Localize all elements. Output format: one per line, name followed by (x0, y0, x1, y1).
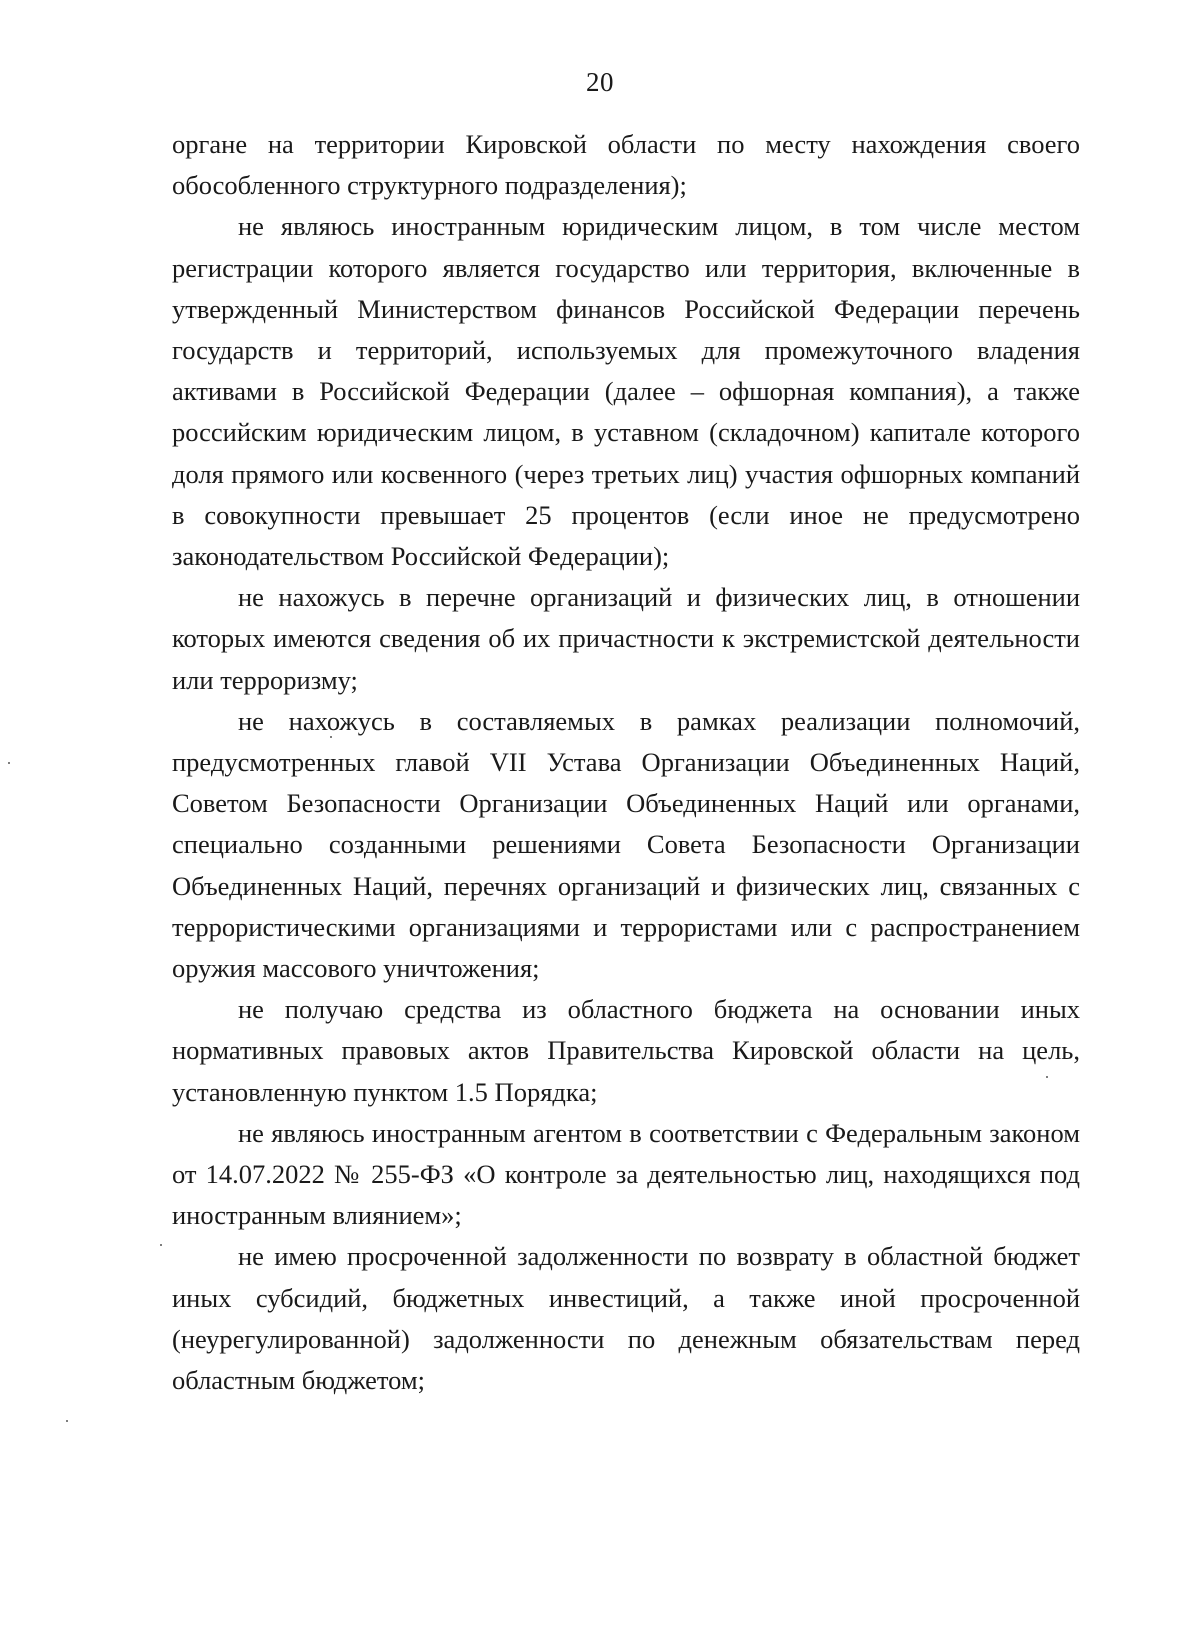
scan-speck (330, 736, 332, 738)
scan-speck (1046, 1076, 1048, 1078)
paragraph-foreign-agent: не являюсь иностранным агентом в соответствии с Федеральным законом от 14.07.2022 № 255-ФЗ «О контроле за деятельностью лиц, находящихся под иностранным влиянием»; (172, 1117, 1080, 1231)
paragraph-continuation: органе на территории Кировской области по месту нахождения своего обособленного структурного подразделения); (172, 129, 1080, 201)
paragraph-extremism-list: не нахожусь в перечне организаций и физических лиц, в отношении которых имеются сведения об их причастности к экстремистской деятельности или терроризму; (172, 582, 1080, 695)
paragraph-other-budget-funds: не получаю средства из областного бюджета на основании иных нормативных правовых актов Правительства Кировской области на цель, установленную пунктом 1.5 Порядка; (172, 994, 1080, 1107)
page-number: 20 (586, 67, 614, 97)
paragraph-offshore-company: не являюсь иностранным юридическим лицом, в том числе местом регистрации которого является государство или территория, включенные в утвержденный Министерством финансов Российской Федерации перечень государств и территорий, используемых для промежуточного владения активами в Российской Федерации (далее – офшорная компания), а также российским юридическим лицом, в уставном (складочном) капитале которого доля прямого или косвенного (через третьих лиц) участия офшорных компаний в совокупности превышает 25 процентов (если иное не предусмотрено законодательством Российской Федерации); (172, 211, 1080, 572)
scan-speck (8, 762, 10, 764)
scan-speck (66, 1420, 68, 1422)
document-body (172, 124, 1080, 1401)
paragraph-overdue-debt: не имею просроченной задолженности по возврату в областной бюджет иных субсидий, бюджетных инвестиций, а также иной просроченной (неурегулированной) задолженности по денежным обязательствам перед областным бюджетом; (172, 1241, 1080, 1396)
scan-speck (160, 1244, 162, 1246)
paragraph-un-security-council-list: не нахожусь в составляемых в рамках реализации полномочий, предусмотренных главой VII Устава Организации Объединенных Наций, Советом Безопасности Организации Объединенных Наций или органами, специально созданными решениями Совета Безопасности Организации Объединенных Наций, перечнях организаций и физических лиц, связанных с террористическими организациями и террористами или с распространением оружия массового уничтожения; (172, 705, 1080, 984)
